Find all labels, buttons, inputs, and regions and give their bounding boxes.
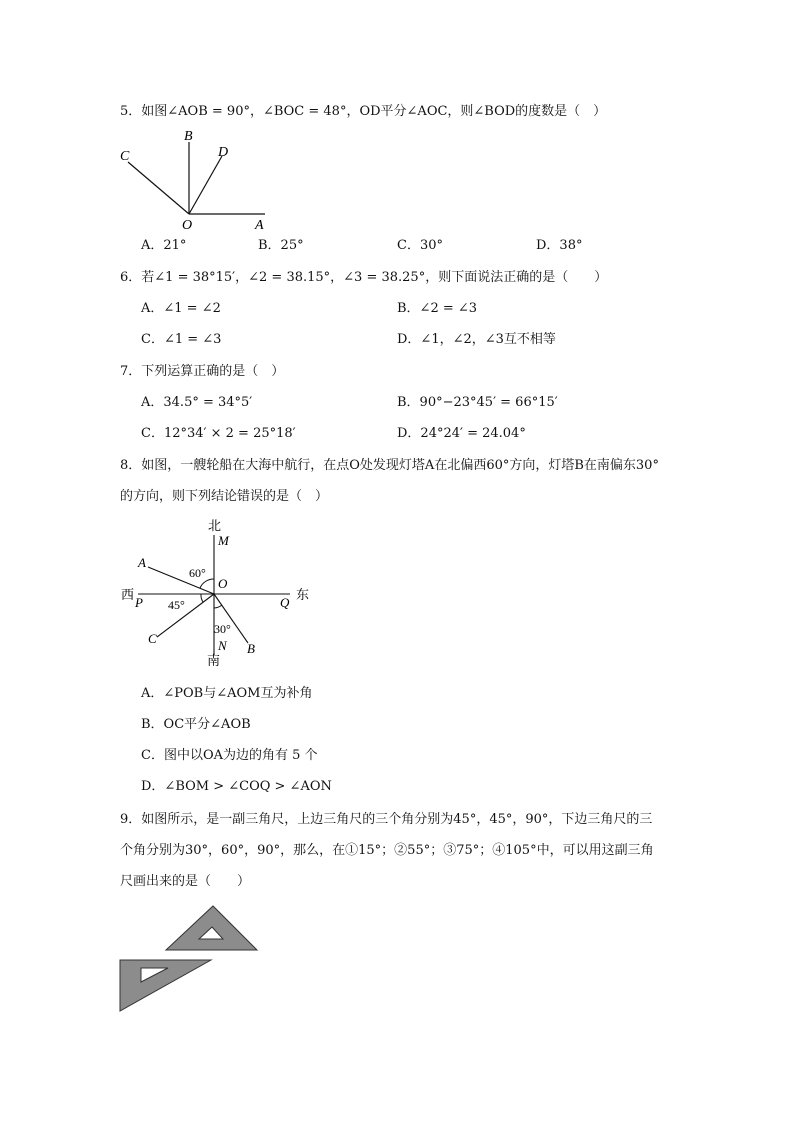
set-square-30-60: [120, 960, 211, 1011]
q9-stem-line3: 尺画出来的是（ ）: [120, 874, 251, 889]
q8-option-a[interactable]: A．∠POB与∠AOM互为补角: [141, 686, 313, 701]
q6-option-b[interactable]: B．∠2 = ∠3: [397, 301, 478, 316]
q8-option-c[interactable]: C．图中以OA为边的角有 5 个: [141, 748, 318, 763]
q6-stem: 6．若∠1 = 38°15′，∠2 = 38.15°，∠3 = 38.25°，则下面说法正确的是（ ）: [120, 270, 608, 285]
q6-option-c[interactable]: C．∠1 = ∠3: [141, 332, 222, 347]
q8-stem-line2: 的方向，则下列结论错误的是（ ）: [120, 489, 329, 504]
label-angle-45: 45°: [168, 598, 185, 612]
q7-option-d[interactable]: D．24°24′ = 24.04°: [397, 426, 526, 441]
label-b: B: [184, 129, 193, 144]
q5-option-a[interactable]: A．21°: [141, 238, 187, 253]
label-o: O: [218, 576, 228, 591]
q7-option-b[interactable]: B．90°−23°45′ = 66°15′: [397, 395, 558, 410]
ray-oc: [128, 162, 189, 214]
q7-option-a[interactable]: A．34.5° = 34°5′: [141, 395, 253, 410]
label-n: N: [218, 638, 227, 653]
arc-30: [214, 605, 222, 608]
q8-option-d[interactable]: D．∠BOM > ∠COQ > ∠AON: [141, 779, 332, 794]
ray-oc: [157, 594, 214, 637]
label-east: 东: [296, 587, 310, 602]
label-o: O: [182, 218, 193, 232]
q9-set-squares-figure: [115, 900, 265, 1018]
label-p: P: [135, 595, 143, 610]
q7-stem: 7．下列运算正确的是（ ）: [120, 364, 285, 379]
q5-figure: [115, 126, 275, 232]
label-d: D: [218, 145, 229, 160]
label-a: A: [138, 555, 146, 570]
arc-60: [200, 579, 214, 588]
q6-option-d[interactable]: D．∠1，∠2，∠3互不相等: [397, 332, 556, 347]
set-square-45: [166, 906, 257, 950]
label-south: 南: [207, 653, 221, 667]
arc-45: [201, 594, 203, 602]
q5-option-b[interactable]: B．25°: [258, 238, 304, 253]
ray-od: [189, 156, 222, 214]
q8-compass-figure: [110, 515, 320, 667]
label-c: C: [148, 631, 157, 646]
label-a: A: [255, 218, 264, 232]
label-west: 西: [121, 587, 135, 602]
label-north: 北: [208, 518, 222, 533]
q9-stem-line2: 个角分别为30°，60°，90°，那么，在①15°；②55°；③75°；④105°中，可以用这副三角: [120, 843, 654, 858]
q5-option-c[interactable]: C．30°: [397, 238, 443, 253]
label-q: Q: [280, 595, 290, 610]
label-angle-60: 60°: [189, 566, 206, 580]
q7-option-c[interactable]: C．12°34′ × 2 = 25°18′: [141, 426, 296, 441]
q6-option-a[interactable]: A．∠1 = ∠2: [141, 301, 221, 316]
q9-stem-line1: 9．如图所示，是一副三角尺，上边三角尺的三个角分别为45°，45°，90°，下边三角尺的三: [120, 812, 653, 827]
label-m: M: [218, 533, 229, 548]
label-b: B: [247, 641, 255, 656]
label-c: C: [120, 149, 130, 164]
q5-option-d[interactable]: D．38°: [536, 238, 583, 253]
label-angle-30: 30°: [214, 622, 231, 636]
q8-stem-line1: 8．如图，一艘轮船在大海中航行，在点O处发现灯塔A在北偏西60°方向，灯塔B在南偏东30°: [120, 458, 659, 473]
q5-stem: 5．如图∠AOB = 90°，∠BOC = 48°，OD平分∠AOC，则∠BOD的度数是（ ）: [120, 104, 607, 119]
q8-option-b[interactable]: B．OC平分∠AOB: [141, 717, 251, 732]
